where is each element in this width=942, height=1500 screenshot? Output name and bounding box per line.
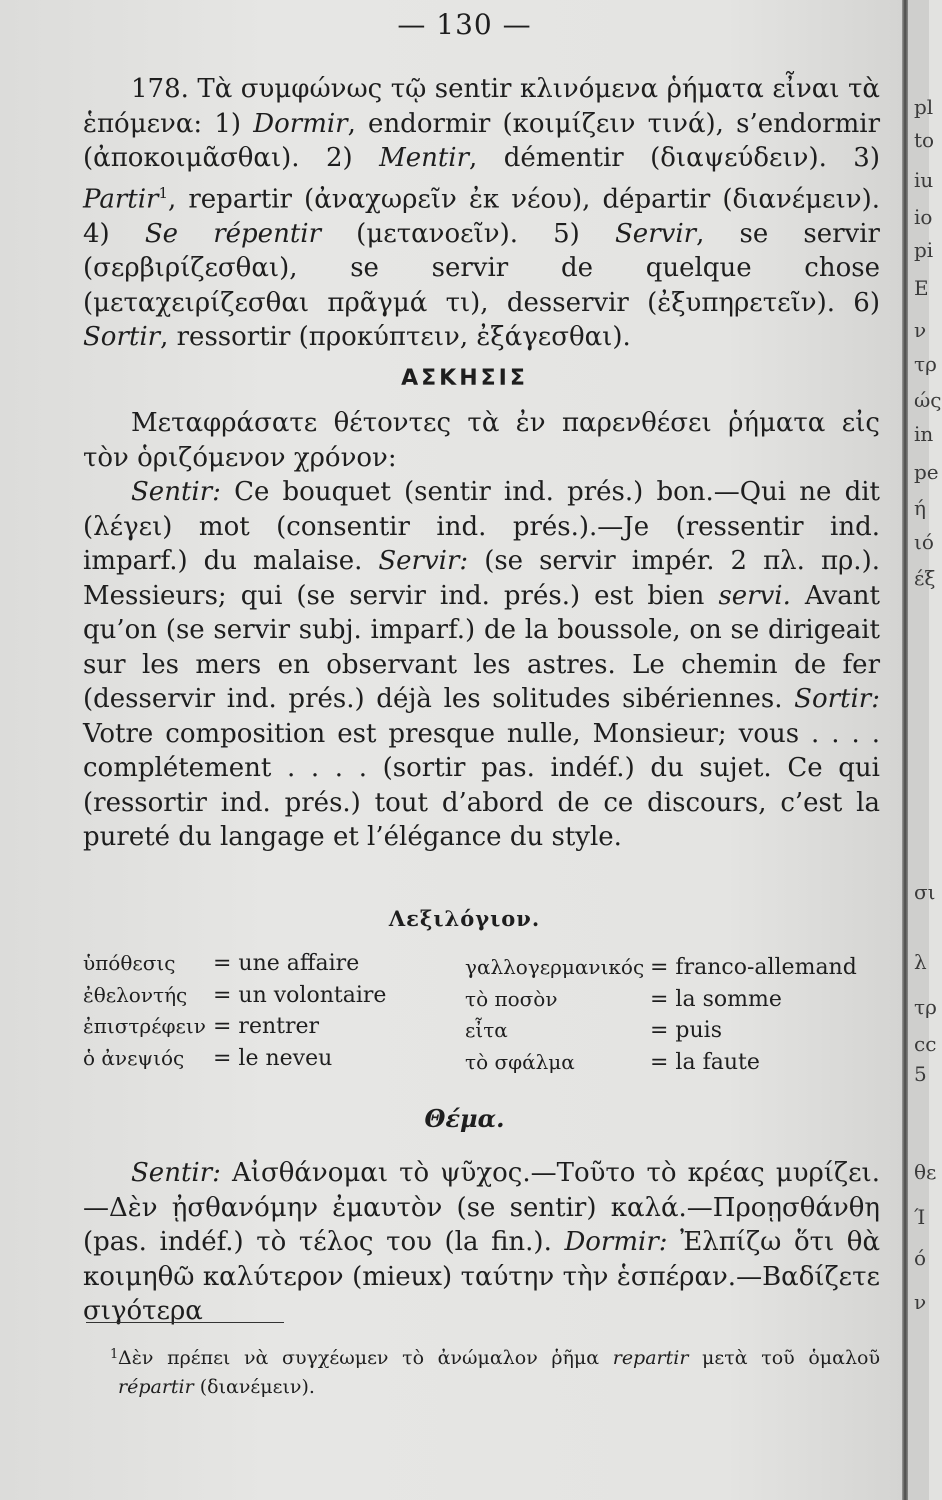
adjacent-page-fragment: ώς [914, 388, 942, 412]
thema-label-dormir: Dormir: [564, 1227, 668, 1257]
vocab-row [83, 1043, 386, 1075]
vocab-french: = le neveu [213, 1045, 333, 1071]
vocab-greek: ὑπόθεσις [83, 951, 176, 975]
vocab-greek: ὁ ἀνεψιός [83, 1045, 185, 1070]
footnote-divider [86, 1322, 284, 1323]
verb-se-repentir: Se répentir [144, 218, 322, 249]
vocab-row [465, 1047, 857, 1079]
vocab-greek: ἐπιστρέφειν [83, 1014, 206, 1038]
paragraph-text: (μετανοεῖν). 5) [321, 218, 615, 249]
footnote-text: Δὲν πρέπει νὰ συγχέωμεν τὸ ἀνώμαλον ῥῆμα [118, 1347, 613, 1369]
exercise-label-servir: Servir: [378, 546, 469, 576]
adjacent-page-fragment: θε [914, 1160, 937, 1184]
vocab-row [465, 1015, 857, 1047]
vocab-row [83, 980, 386, 1012]
vocab-greek: εἶτα [465, 1018, 508, 1042]
exercise-text: Ce bouquet (sentir ind. prés.) bon.—Qui ne dit (λέγει) mot (consentir ind. prés.).—Je (ressentir ind. imparf.) du malaise. [83, 477, 880, 576]
adjacent-page-fragment: cc [914, 1032, 937, 1056]
paragraph-text: , endormir (κοιμίζειν τινά), s’endormir (ἀποκοιμᾶσθαι). 2) [83, 108, 880, 173]
thema-text: Ἐλπίζω ὅτι θὰ κοιμηθῶ καλύτερον (mieux) ταύτην τὴν ἑσπέραν.—Βαδίζετε σιγότερα [83, 1227, 881, 1326]
verb-sortir: Sortir [83, 322, 161, 353]
footnote-reference[interactable]: 1 [158, 183, 168, 202]
exercise-text: (se servir impér. 2 πλ. πρ.). Messieurs; qui (se servir ind. prés.) est bien [83, 546, 880, 611]
verb-mentir: Mentir [379, 143, 470, 173]
thema-label-sentir: Sentir: [131, 1158, 221, 1188]
vocab-french: = la faute [650, 1049, 760, 1075]
footnote-mark: 1 [110, 1347, 119, 1362]
vocab-row [465, 952, 857, 984]
adjacent-page-edge [908, 0, 942, 1500]
exercise-label-sentir: Sentir: [131, 477, 221, 507]
footnote-italic: répartir [118, 1376, 194, 1398]
vocab-french: = rentrer [213, 1014, 320, 1039]
adjacent-page-fragment: 5 [914, 1062, 927, 1086]
vocab-french: = franco-allemand [650, 955, 857, 980]
adjacent-page-fragment: pi [914, 238, 934, 262]
vocab-french: = un volontaire [213, 982, 387, 1008]
paragraph-178 [83, 72, 880, 355]
exercise-label-sortir: Sortir: [794, 684, 880, 714]
footnote-italic: repartir [612, 1347, 689, 1369]
vocabulary-title: Λεξιλόγιον. [388, 906, 541, 931]
adjacent-page-fragment: ό [914, 1246, 927, 1270]
paragraph-text: , démentir (διαψεύδειν). 3) [469, 143, 880, 173]
exercise-italic-servi: servi. [718, 580, 791, 611]
adjacent-page-fragment: Ί [914, 1205, 926, 1229]
adjacent-page-fragment: iu [914, 168, 934, 192]
thema-title: Θέμα. [424, 1104, 505, 1133]
vocabulary-left-column [83, 948, 386, 1074]
adjacent-page-fragment: ιό [914, 530, 934, 554]
verb-dormir: Dormir [253, 108, 348, 139]
page-number: — 130 — [397, 8, 532, 41]
adjacent-page-fragment: pl [914, 95, 934, 119]
vocab-greek: τὸ ποσὸν [465, 986, 558, 1011]
vocab-greek: ἐθελοντής [83, 982, 188, 1007]
adjacent-page-fragment: τρ [914, 352, 937, 376]
paragraph-text: , ressortir (προκύπτειν, ἐξάγεσθαι). [160, 322, 631, 353]
paragraph-text: , repartir (ἀναχωρεῖν ἐκ νέου), départir (διανέμειν). 4) [83, 184, 880, 249]
exercise-text: Votre composition est presque nulle, Monsieur; vous . . . . complétement . . . . (sortir pas. indéf.) du sujet. Ce qui (ressortir ind. prés.) tout d’abord de ce discours, c’est la pureté du langage et l’élégance du style. [83, 718, 880, 852]
exercise-text: Avant qu’on (se servir subj. imparf.) de la boussole, on se dirigeait sur les mers en observant les astres. Le chemin de fer (desservir ind. prés.) déjà les solitudes sibériennes. [83, 580, 880, 714]
verb-servir: Servir [615, 218, 697, 249]
adjacent-page-fragment: ν [914, 1290, 927, 1314]
exercise-body [83, 406, 880, 855]
thema-body [83, 1156, 880, 1329]
adjacent-page-fragment: E [914, 276, 929, 300]
adjacent-page-fragment: in [914, 422, 934, 446]
adjacent-page-fragment: ν [914, 318, 927, 342]
vocab-french: = la somme [650, 986, 782, 1012]
adjacent-page-fragment: σι [914, 880, 936, 904]
adjacent-page-fragment: έξ [914, 566, 936, 590]
paragraph-text: Τὰ συμφώνως τῷ sentir κλινόμενα ῥήματα εἶναι τὰ ἑπόμενα: 1) [83, 74, 880, 139]
paragraph-text: , se servir (σερβιρίζεσθαι), se servir de quelque chose (μεταχειρίζεσθαι πρᾶγμά τι), desservir (ἐξυπηρετεῖν). 6) [83, 218, 880, 318]
vocab-row [83, 1011, 386, 1043]
paragraph-number: 178. [131, 74, 189, 104]
vocabulary-right-column [465, 952, 857, 1078]
verb-partir: Partir [83, 184, 159, 215]
adjacent-page-fragment: pe [914, 460, 939, 484]
vocab-french: = puis [650, 1018, 723, 1043]
footnote-text: (διανέμειν). [193, 1376, 315, 1398]
vocab-greek: τὸ σφάλμα [465, 1049, 575, 1074]
vocab-row [83, 948, 386, 980]
vocab-row [465, 984, 857, 1016]
adjacent-page-fragment: to [914, 128, 935, 152]
adjacent-page-fragment: λ [914, 950, 927, 974]
vocab-greek: γαλλογερμανικός [465, 955, 645, 979]
footnote [110, 1344, 880, 1402]
adjacent-page-fragment: io [914, 205, 933, 229]
exercise-heading: ΑΣΚΗΣΙΣ [401, 366, 528, 391]
thema-text: Αἰσθάνομαι τὸ ψῦχος.—Τοῦτο τὸ κρέας μυρίζει.—Δὲν ᾐσθανόμην ἐμαυτὸν (se sentir) καλά.—Προῃσθάνθη (pas. indéf.) τὸ τέλος του (la fin.). [83, 1158, 880, 1257]
exercise-instruction: Μεταφράσατε θέτοντες τὰ ἐν παρενθέσει ῥήματα εἰς τὸν ὁριζόμενον χρόνον: [83, 408, 880, 473]
footnote-text: μετὰ τοῦ ὁμαλοῦ [688, 1347, 880, 1369]
adjacent-page-fragment: ή [914, 496, 926, 520]
adjacent-page-fragment: τρ [914, 995, 937, 1019]
vocab-french: = une affaire [213, 951, 360, 976]
